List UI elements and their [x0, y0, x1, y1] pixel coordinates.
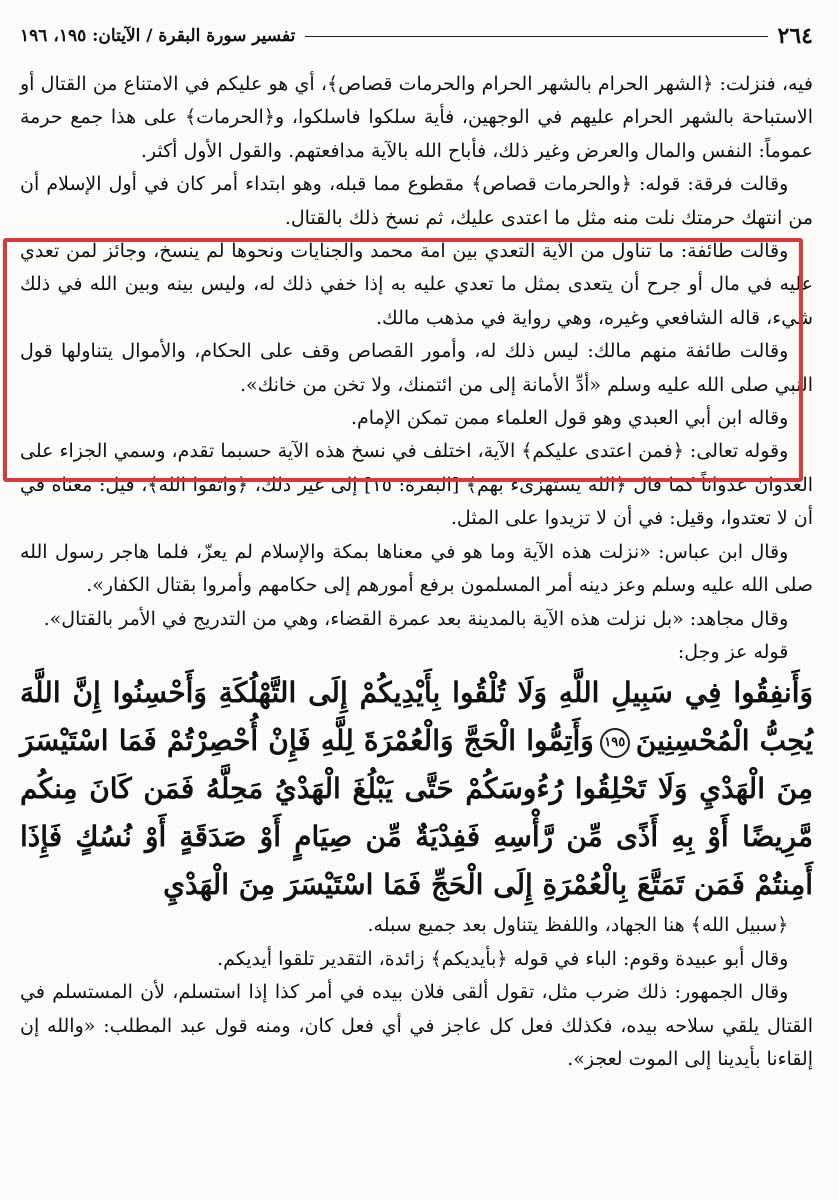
- page-header: [20, 16, 813, 56]
- paragraph: وقالت طائفة: ما تناول من الآية التعدي بين أمة محمد والجنايات ونحوها لم ينسخ، وجائز لمن تعدي عليه في مال أو جرح أن يتعدى بمثل ما تعدي عليه به إذا خفي ذلك له، وليس بينه وبين الله في ذلك شيء، قاله الشافعي وغيره، وهي رواية في مذهب مالك.: [20, 240, 813, 329]
- paragraph: وقوله تعالى: ﴿فمن اعتدى عليكم﴾ الآية، اختلف في نسخ هذه الآية حسبما تقدم، وسمي الجزاء على العدوان عدواناً كما قال ﴿الله يستهزىء بهم﴾ [البقرة: ١٥] إلى غير ذلك، ﴿واتقوا الله﴾، قيل: معناه في أن لا تعتدوا، وقيل: في أن لا تزيدوا على المثل.: [20, 440, 814, 530]
- paragraph: وقالت فرقة: قوله: ﴿والحرمات قصاص﴾ مقطوع مما قبله، وهو ابتداء أمر كان في أول الإسلام أن من انتهك حرمتك نلت منه مثل ما اعتدى عليك، ثم نسخ ذلك بالقتال.: [20, 173, 813, 229]
- running-title: تفسير سورة البقرة / الآيتان: ١٩٥، ١٩٦: [20, 26, 296, 46]
- page-body: [20, 68, 813, 1076]
- paragraph: ﴿سبيل الله﴾ هنا الجهاد، واللفظ يتناول بعد جميع سبله.: [367, 914, 789, 937]
- paragraph: وقال أبو عبيدة وقوم: الباء في قوله ﴿بأيديكم﴾ زائدة، التقدير تلقوا أيديكم.: [217, 947, 789, 970]
- quran-verse-196: وَأَتِمُّوا الْحَجَّ وَالْعُمْرَةَ لِلَّهِ فَإِنْ أُحْصِرْتُمْ فَمَا اسْتَيْسَرَ مِنَ الْهَدْيِ وَلَا تَحْلِقُوا رُءُوسَكُمْ حَتَّى يَبْلُغَ الْهَدْيُ مَحِلَّهُ فَمَن كَانَ مِنكُم مَّرِيضًا أَوْ بِهِ أَذًى مِّن رَّأْسِهِ فَفِدْيَةٌ مِّن صِيَامٍ أَوْ صَدَقَةٍ أَوْ نُسُكٍ فَإِذَا أَمِنتُمْ فَمَن تَمَتَّعَ بِالْعُمْرَةِ إِلَى الْحَجِّ فَمَا اسْتَيْسَرَ مِنَ الْهَدْيِ: [20, 724, 813, 902]
- paragraph: وقال مجاهد: «بل نزلت هذه الآية بالمدينة بعد عمرة القضاء، وهي من التدريج في الأمر بالقتال».: [43, 607, 789, 630]
- page-number: ٢٦٤: [777, 23, 813, 49]
- verse-intro: قوله عز وجل:: [677, 640, 789, 663]
- paragraph: فيه، فنزلت: ﴿الشهر الحرام بالشهر الحرام والحرمات قصاص﴾، أي هو عليكم في الامتناع من القتال أو الاستباحة بالشهر الحرام عليهم في الوجهين، فأية سلكوا فاسلكوا، و﴿الحرمات﴾ على هذا جمع حرمة عموماً: النفس والمال والعرض وغير ذلك، فأباح الله بالآية مدافعتهم. والقول الأول أكثر.: [20, 73, 813, 162]
- paragraph: وقالت طائفة منهم مالك: ليس ذلك له، وأمور القصاص وقف على الحكام، والأموال يتناولها قول النبي صلى الله عليه وسلم «أدِّ الأمانة إلى من ائتمنك، ولا تخن من خانك».: [20, 340, 813, 396]
- verse-number-ornament: ١٩٥: [600, 728, 630, 758]
- paragraph: وقال ابن عباس: «نزلت هذه الآية وما هو في معناها بمكة والإسلام لم يعزّ، فلما هاجر رسول الله صلى الله عليه وسلم وعز دينه أمر المسلمون برفع أمورهم إلى حكامهم وأمروا بقتال الكفار».: [20, 540, 813, 597]
- header-rule: [305, 36, 767, 37]
- paragraph: وقاله ابن أبي العبدي وهو قول العلماء ممن تمكن الإمام.: [351, 407, 789, 430]
- paragraph: وقال الجمهور: ذلك ضرب مثل، تقول ألقى فلان بيده في أمر كذا إذا استسلم، لأن المستسلم في القتال يلقي سلاحه بيده، فكذلك فعل كل عاجز في أي فعل كان، ومنه قول عبد المطلب: «والله إن إلقاءنا بأيدينا إلى الموت لعجز».: [20, 981, 813, 1070]
- quran-verse-195: وَأَنفِقُوا فِي سَبِيلِ اللَّهِ وَلَا تُلْقُوا بِأَيْدِيكُمْ إِلَى التَّهْلُكَةِ وَأَحْسِنُوا إِنَّ اللَّهَ يُحِبُّ الْمُحْسِنِينَ: [20, 676, 814, 758]
- quran-verse-block: [20, 669, 813, 909]
